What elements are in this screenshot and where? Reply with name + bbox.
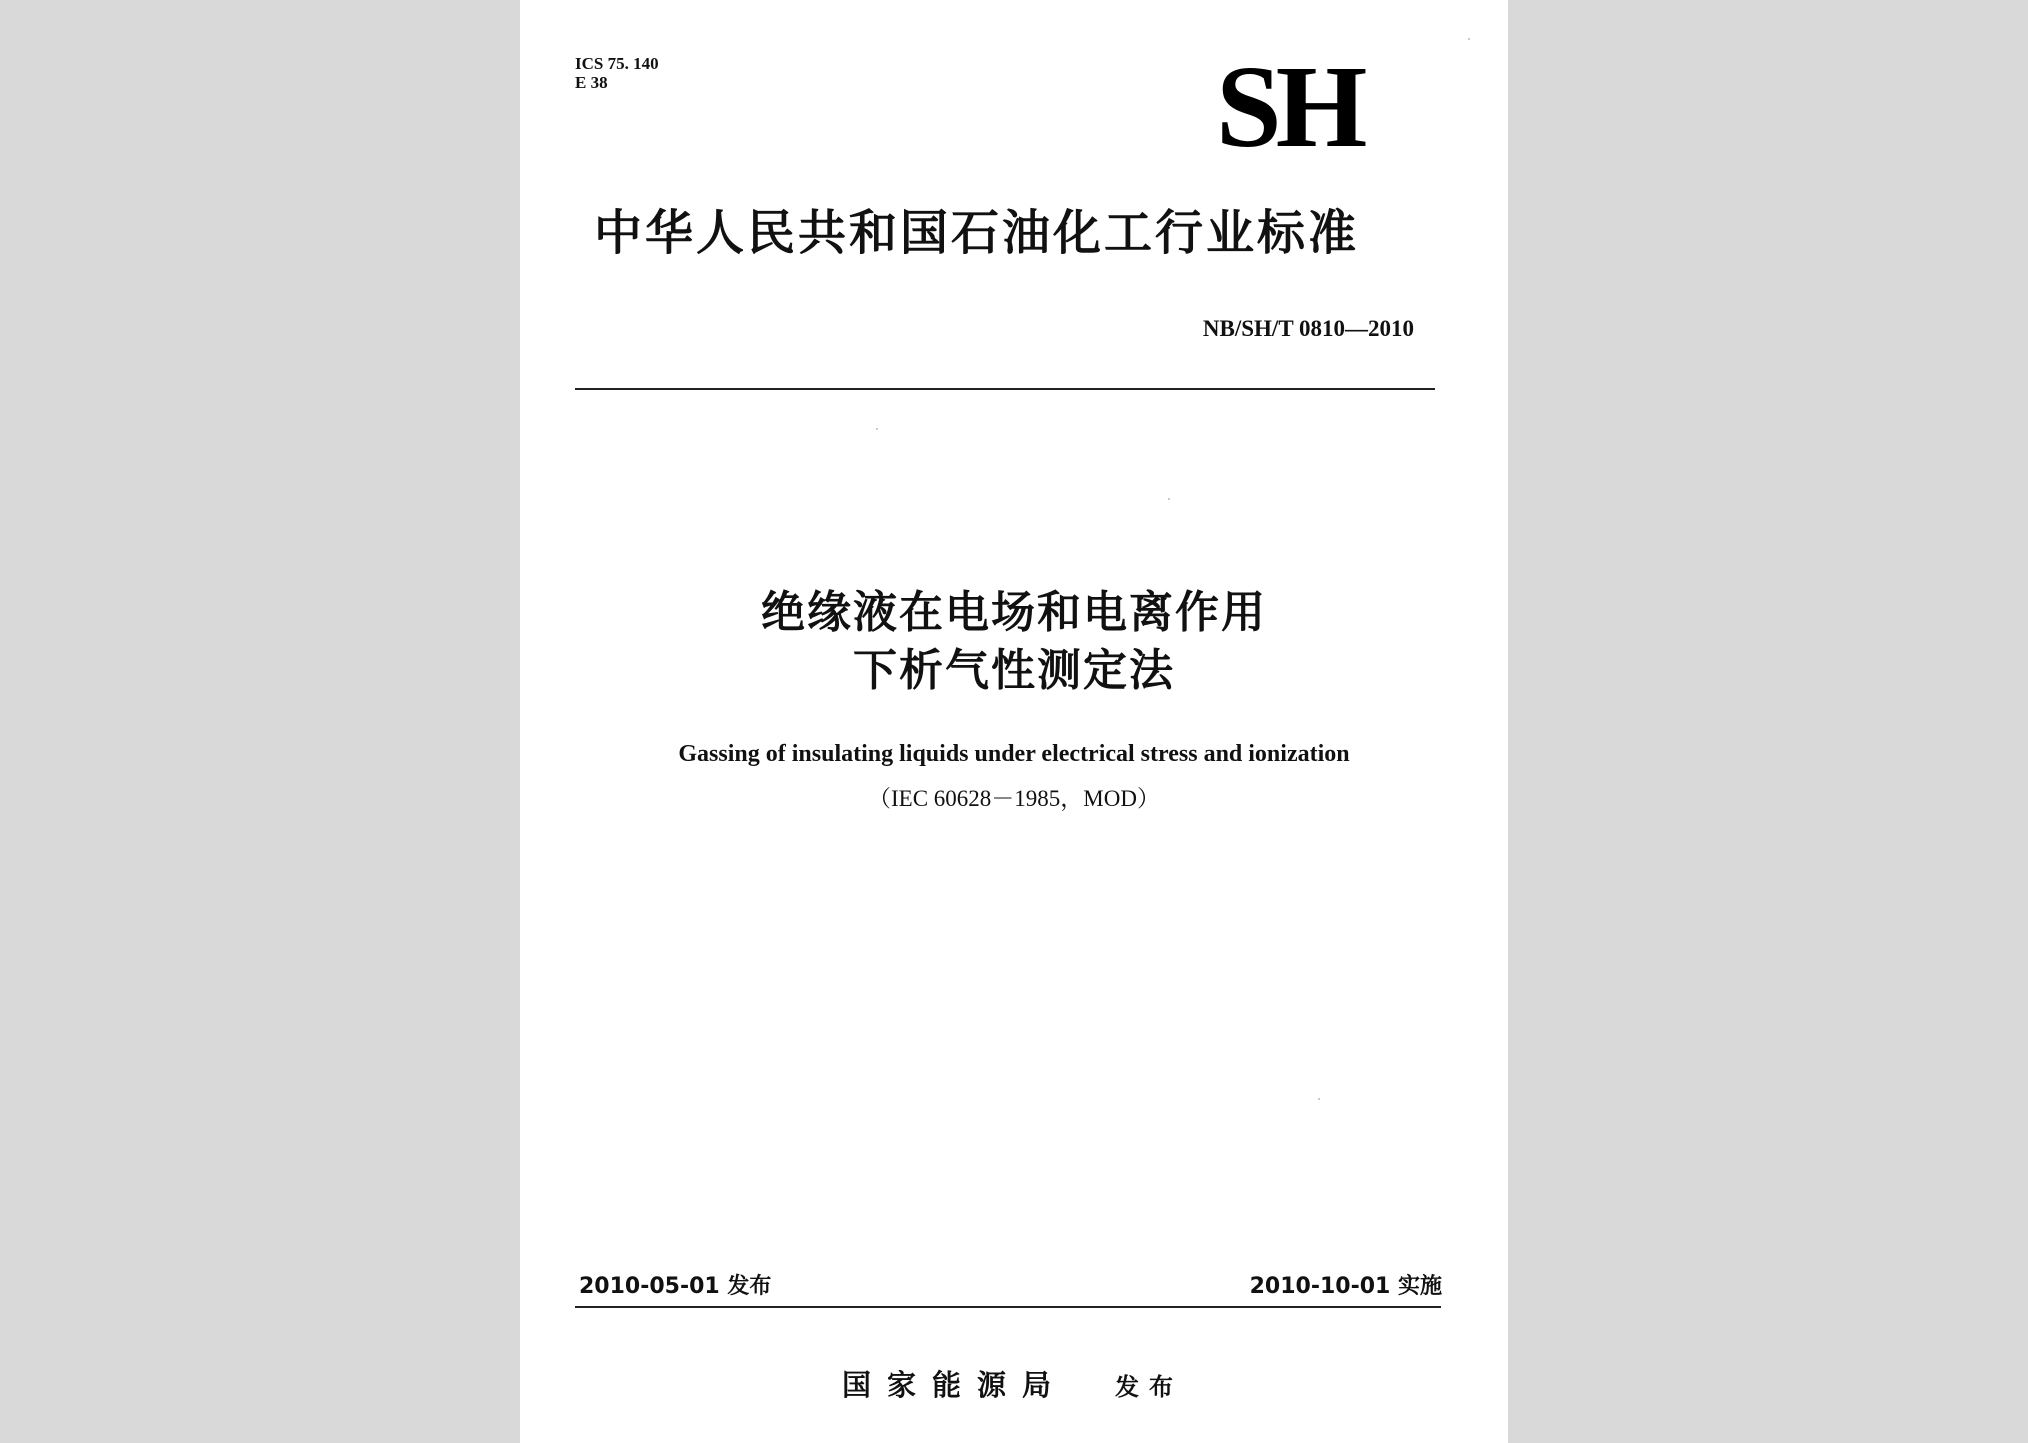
document-title-cn xyxy=(520,584,1508,700)
standard-number: NB/SH/T 0810—2010 xyxy=(1202,316,1414,341)
document-title-cn-line1: 绝缘液在电场和电离作用 xyxy=(761,587,1267,638)
scan-speck xyxy=(1318,1098,1320,1100)
scan-speck xyxy=(1168,498,1170,500)
document-title-en: Gassing of insulating liquids under electrical stress and ionization xyxy=(678,741,1350,767)
document-page xyxy=(520,0,1508,1443)
footer-divider xyxy=(575,1306,1441,1308)
ics-code: ICS 75. 140 xyxy=(575,54,659,73)
publisher-action: 发布 xyxy=(1115,1373,1183,1401)
implementation-date: 2010-10-01 实施 xyxy=(1249,1274,1442,1299)
document-title-cn-line2: 下析气性测定法 xyxy=(853,645,1175,696)
header-divider xyxy=(575,388,1435,390)
standard-title: 中华人民共和国石油化工行业标准 xyxy=(594,205,1360,261)
issue-date: 2010-05-01 发布 xyxy=(579,1274,772,1299)
sh-logo: SH xyxy=(1216,41,1362,172)
publisher: 国家能源局 xyxy=(842,1368,1068,1402)
ccs-code: E 38 xyxy=(575,73,608,92)
scan-speck xyxy=(876,428,878,430)
classification-codes xyxy=(575,54,659,92)
scan-speck xyxy=(1468,38,1470,40)
document-reference: （IEC 60628－1985，MOD） xyxy=(868,786,1160,811)
